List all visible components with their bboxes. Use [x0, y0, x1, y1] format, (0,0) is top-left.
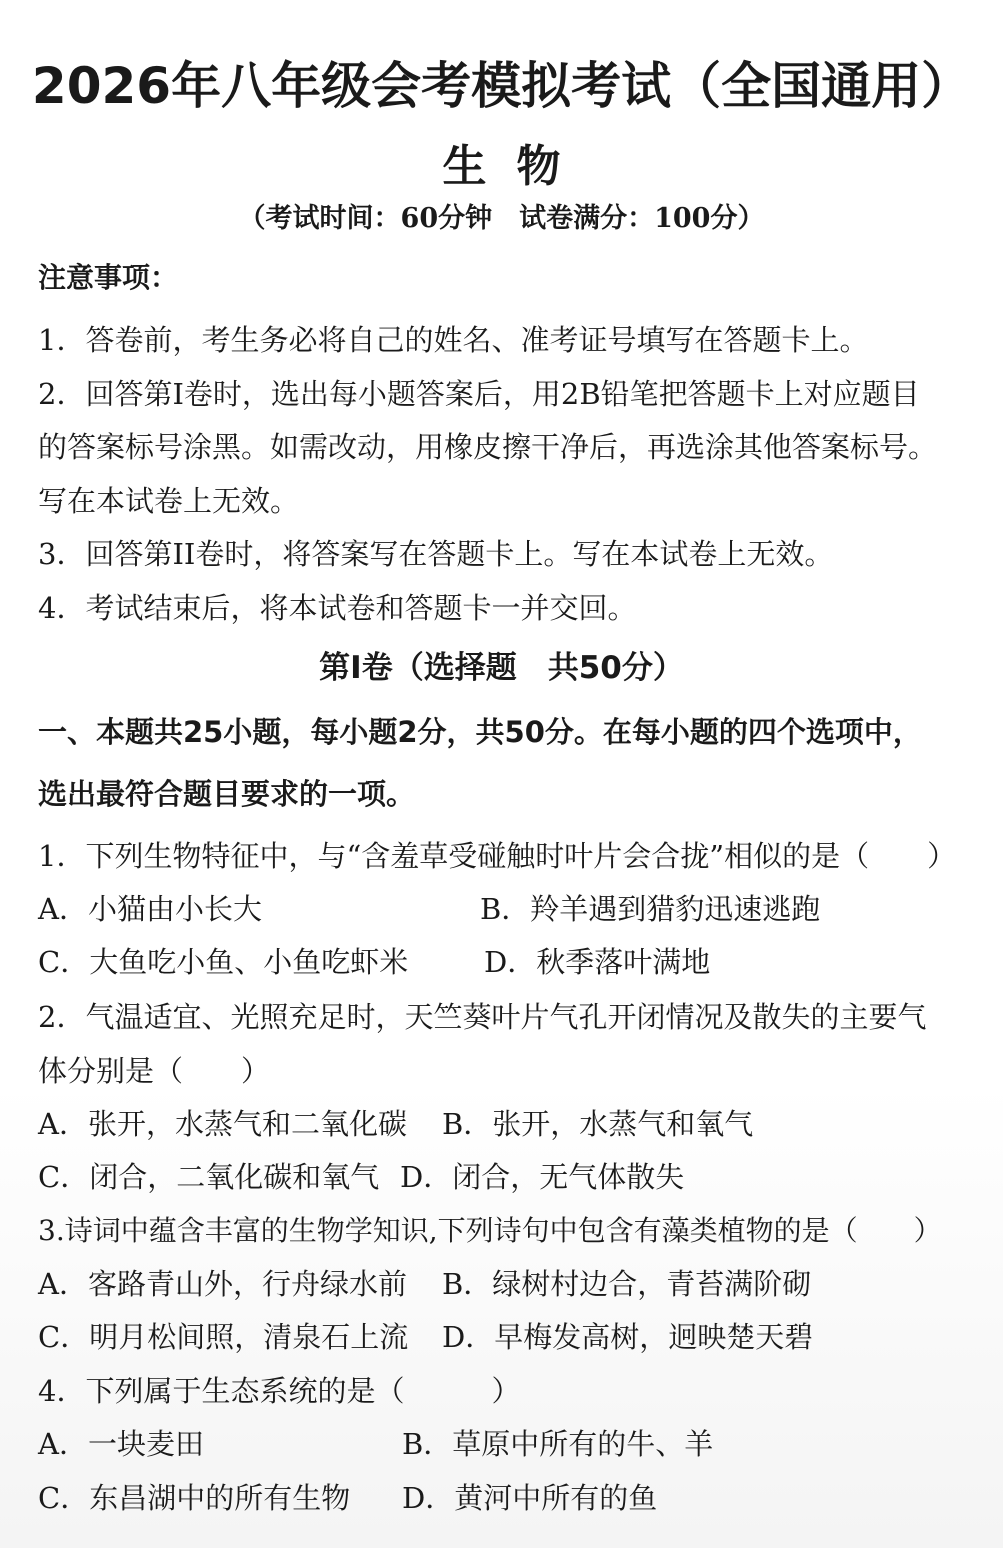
exam-title: 2026年八年级会考模拟考试（全国通用）	[31, 57, 972, 115]
option-c: C．明月松间照，清泉石上流	[38, 1320, 409, 1354]
question-stem: 1．下列生物特征中，与“含羞草受碰触时叶片会合拢”相似的是（ ）	[38, 839, 957, 873]
option-a: A．张开，水蒸气和二氧化碳	[38, 1107, 407, 1141]
notice-item: 2．回答第I卷时，选出每小题答案后，用2B铅笔把答题卡上对应题目	[38, 377, 920, 411]
question-stem: 3.诗词中蕴含丰富的生物学知识,下列诗句中包含有藻类植物的是（ ）	[38, 1214, 942, 1247]
notice-item: 3．回答第II卷时，将答案写在答题卡上。写在本试卷上无效。	[38, 537, 834, 571]
option-c: C．闭合，二氧化碳和氧气	[38, 1160, 380, 1194]
option-b: B．绿树村边合，青苔满阶砌	[442, 1267, 812, 1301]
option-a: A．小猫由小长大	[38, 892, 262, 926]
subject-title: 生物	[442, 141, 591, 192]
notice-item: 的答案标号涂黑。如需改动，用橡皮擦干净后，再选涂其他答案标号。	[38, 430, 938, 464]
notice-item: 写在本试卷上无效。	[38, 484, 300, 518]
option-c: C．东昌湖中的所有生物	[38, 1481, 351, 1515]
option-b: B．草原中所有的牛、羊	[402, 1427, 714, 1461]
option-d: D．早梅发高树，迥映楚天碧	[442, 1320, 814, 1354]
notice-item: 1．答卷前，考生务必将自己的姓名、准考证号填写在答题卡上。	[38, 323, 869, 357]
notice-heading: 注意事项：	[38, 261, 179, 294]
option-d: D．秋季落叶满地	[484, 945, 711, 979]
option-b: B．羚羊遇到猎豹迅速逃跑	[480, 892, 821, 926]
question-stem: 2．气温适宜、光照充足时，天竺葵叶片气孔开闭情况及散失的主要气	[38, 1000, 927, 1034]
section-heading: 第I卷（选择题 共50分）	[319, 650, 684, 686]
section-instruction: 选出最符合题目要求的一项。	[38, 777, 416, 811]
question-stem: 体分别是（ ）	[38, 1054, 271, 1088]
notice-item: 4．考试结束后，将本试卷和答题卡一并交回。	[38, 591, 637, 625]
option-a: A．客路青山外，行舟绿水前	[38, 1267, 407, 1301]
option-a: A．一块麦田	[38, 1427, 204, 1461]
option-c: C．大鱼吃小鱼、小鱼吃虾米	[38, 945, 409, 979]
question-stem: 4．下列属于生态系统的是（ ）	[38, 1374, 521, 1408]
option-b: B．张开，水蒸气和氧气	[442, 1107, 754, 1141]
section-instruction: 一、本题共25小题，每小题2分，共50分。在每小题的四个选项中，	[38, 715, 922, 749]
exam-info: （考试时间：60分钟 试卷满分：100分）	[238, 203, 765, 234]
option-d: D．闭合，无气体散失	[400, 1160, 685, 1194]
option-d: D．黄河中所有的鱼	[402, 1481, 658, 1515]
